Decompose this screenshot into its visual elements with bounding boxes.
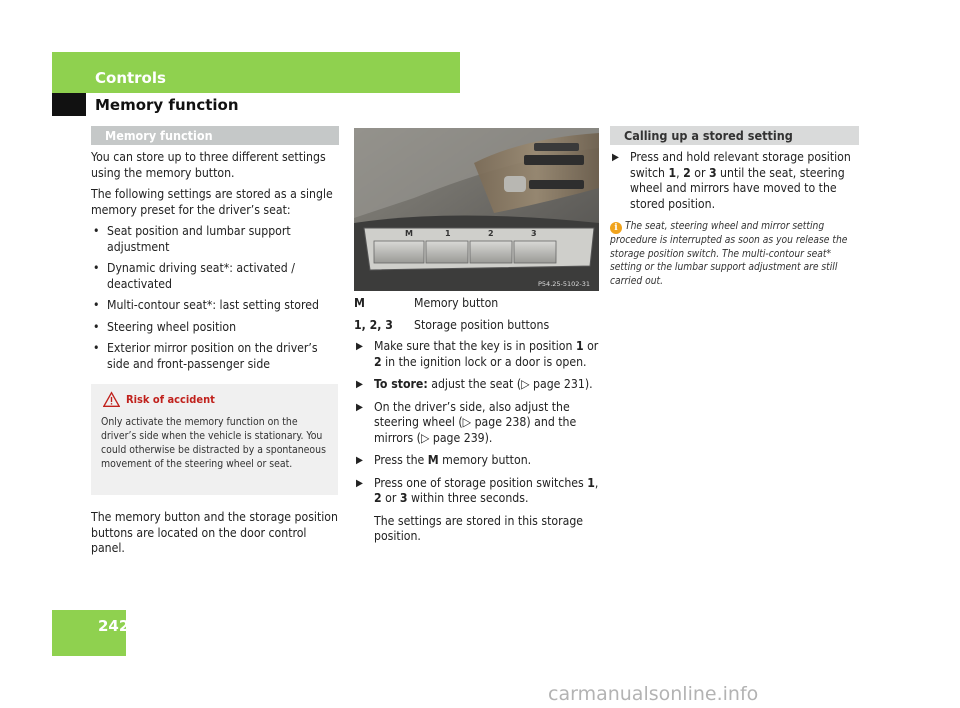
step-item: ▶ Press the M memory button. [356,453,532,467]
header-marker [52,93,86,116]
warning-title: Risk of accident [126,393,215,406]
legend-key: M [354,296,365,310]
photo-button-2-label: 2 [488,229,494,238]
warning-box [91,384,338,495]
list-item: • Dynamic driving seat*: activated / deactivated [93,261,295,291]
step-arrow-icon: ▶ [356,477,363,489]
list-item: • Multi-contour seat*: last setting stored [93,298,319,312]
legend-value: Storage position buttons [414,317,550,332]
step-arrow-icon: ▶ [356,455,363,466]
list-item: • Steering wheel position [93,319,237,334]
info-note-text: The seat, steering wheel and mirror setting procedure is interrupted as soon as you release the storage position switch. The multi-contour seat* setting or the lumbar support adjustment are still carried out. [610,221,848,287]
memory-function-bar: Memory function [91,126,339,145]
list-item-text: Multi-contour seat*: last setting stored [107,298,319,312]
warning-triangle-icon [103,391,120,408]
closing-text: The memory button and the storage position buttons are located on the door control panel. [91,510,338,555]
list-item: • Seat position and lumbar support adjustment [93,224,291,254]
list-item: • Exterior mirror position on the driver’s side and front-passenger side [93,341,318,371]
step-arrow-icon: ▶ [356,401,363,413]
photo-code: P54.25-5102-31 [538,280,591,288]
watermark: carmanualsonline.info [548,683,759,705]
list-item-text: Seat position and lumbar support adjustment [107,224,291,254]
photo-button-3-label: 3 [531,229,537,238]
step-item: ▶ To store: adjust the seat (▷ page 231). [356,377,593,391]
calling-up-bar: Calling up a stored setting [610,126,859,145]
step-result-text: The settings are stored in this storage position. [374,513,584,543]
list-item-text: Steering wheel position [107,319,237,334]
intro-text: You can store up to three different settings using the memory button. [91,150,326,180]
section-heading: Memory function [95,96,239,114]
photo-button-m-label: M [405,229,413,238]
door-control-panel-photo [354,128,599,291]
step-item: ▶ Press and hold relevant storage position switch 1, 2 or 3 until the seat, steering wheel and mirrors have moved to the stored position. [612,150,851,211]
middle-column [354,296,604,552]
list-item-text: Dynamic driving seat*: activated / deactivated [107,261,295,291]
legend-row [354,296,604,312]
intro-text-2: The following settings are stored as a single memory preset for the driver’s seat: [91,187,333,217]
warning-body: Only activate the memory function on the driver’s side when the vehicle is stationary. You could otherwise be distracted by a spontaneous movement of the steering wheel or seat. [101,416,326,470]
page-number: 242 [98,617,130,635]
chapter-title: Controls [95,69,166,87]
legend-row [354,318,604,334]
step-arrow-icon: ▶ [612,152,619,163]
step-item: ▶ Make sure that the key is in position 1 or 2 in the ignition lock or a door is open. [356,339,599,369]
step-item: ▶ Press one of storage position switches 1, 2 or 3 within three seconds. The settings are stored in this storage position. [354,476,604,545]
step-arrow-icon: ▶ [356,379,363,390]
right-column [610,150,860,288]
legend-value: Memory button [414,296,499,310]
step-arrow-icon: ▶ [356,341,363,352]
info-note [610,220,860,288]
list-item-text: Exterior mirror position on the driver’s side and front-passenger side [107,341,318,371]
left-column [91,150,341,378]
door-panel-illustration [354,128,599,291]
step-item: ▶ On the driver’s side, also adjust the steering wheel (▷ page 238) and the mirrors (▷ page 239). [356,399,577,445]
legend-key: 1, 2, 3 [354,317,393,332]
info-icon: i [610,222,622,234]
photo-button-1-label: 1 [445,229,451,238]
